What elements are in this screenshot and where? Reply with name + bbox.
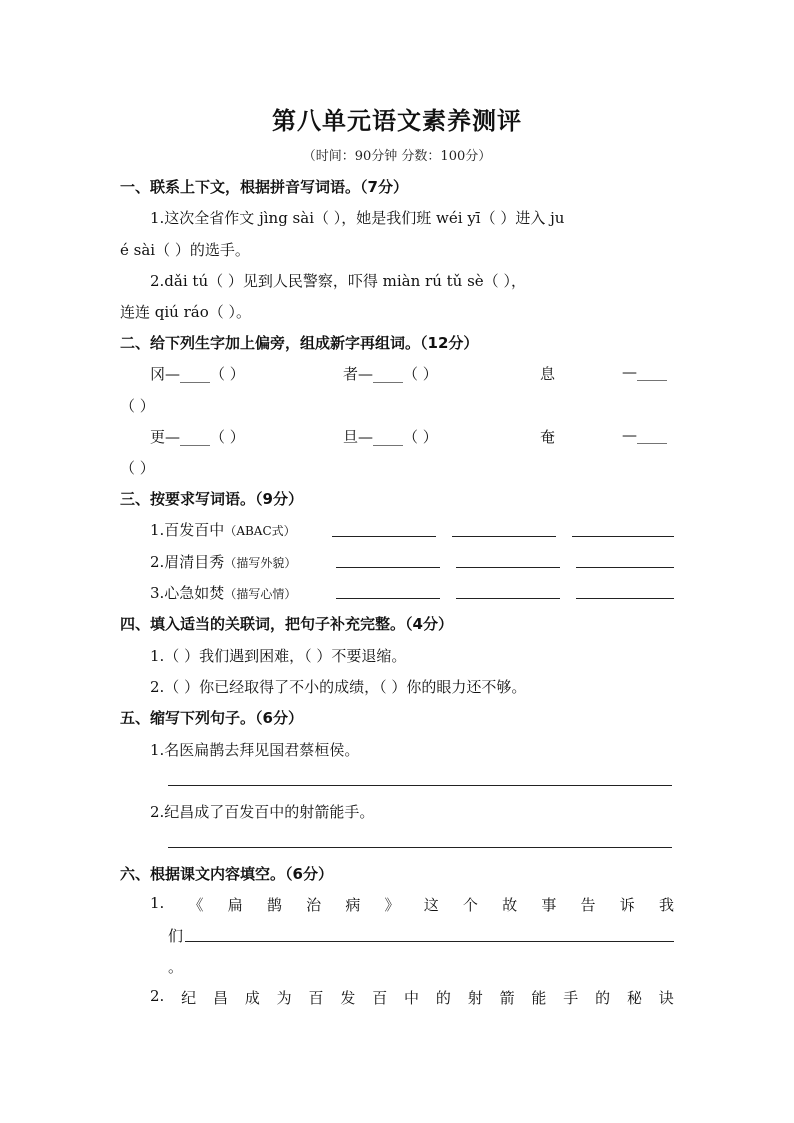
radical-item: 冈—____（ ） [150,365,245,383]
answer-line[interactable] [456,598,560,599]
answer-line[interactable] [168,785,672,786]
radical-item: —____ [622,363,667,381]
answer-line[interactable] [336,598,440,599]
word-item: 2.眉清目秀（描写外貌） [150,553,297,571]
word-item: 3.心急如焚（描写心情） [150,584,297,602]
page-subtitle: （时间：90分钟 分数：100分） [302,149,492,164]
answer-line[interactable] [332,536,436,537]
answer-line[interactable] [576,567,674,568]
section-3-heading: 三、按要求写词语。（9分） [120,490,303,508]
section-4-heading: 四、填入适当的关联词，把句子补充完整。（4分） [120,615,453,633]
radical-item: 奄 [540,428,556,446]
fill-line-2: 2. 纪 昌 成 为 百 发 百 中 的 射 箭 能 手 的 秘 诀 [150,987,674,1007]
radical-item: 息 [540,365,556,383]
fill-line-1: 1. 《 扁 鹊 治 病 》 这 个 故 事 告 诉 我 [150,894,674,914]
answer-line[interactable] [572,536,674,537]
connective-line-2: 2.（ ）你已经取得了不小的成绩，（ ）你的眼力还不够。 [150,678,527,696]
radical-item: 者—____（ ） [343,365,438,383]
radical-item: 旦—____（ ） [343,428,438,446]
word-item: 1.百发百中（ABAC式） [150,521,296,539]
sentence-2: 2.纪昌成了百发百中的射箭能手。 [150,803,375,821]
section-6-heading: 六、根据课文内容填空。（6分） [120,865,333,883]
answer-line[interactable] [185,941,674,942]
fill-line-1c: 。 [168,958,184,976]
answer-line[interactable] [168,847,672,848]
section-2-heading: 二、给下列生字加上偏旁，组成新字再组词。（12分） [120,334,479,352]
answer-line[interactable] [336,567,440,568]
section-1-line-1a: 1.这次全省作文 jìng sài（ ），她是我们班 wéi yī（ ）进入 ju [150,209,565,227]
answer-line[interactable] [456,567,560,568]
section-1-line-2b: 连连 qiú ráo（ ）。 [120,303,252,321]
radical-item: （ ） [120,459,155,477]
section-1-line-2a: 2.dǎi tú（ ）见到人民警察，吓得 miàn rú tǔ sè（ ）， [150,272,526,290]
fill-line-1b: 们 [168,927,184,945]
radical-item: （ ） [120,397,155,415]
section-1-line-1b: é sài（ ）的选手。 [120,241,250,259]
sentence-1: 1.名医扁鹊去拜见国君蔡桓侯。 [150,741,360,759]
page-title: 第八单元语文素养测评 [272,106,522,135]
section-5-heading: 五、缩写下列句子。（6分） [120,709,303,727]
answer-line[interactable] [576,598,674,599]
connective-line-1: 1.（ ）我们遇到困难，（ ）不要退缩。 [150,647,407,665]
section-1-heading: 一、联系上下文，根据拼音写词语。（7分） [120,178,408,196]
answer-line[interactable] [452,536,556,537]
radical-item: 更—____（ ） [150,428,245,446]
radical-item: —____ [622,426,667,444]
